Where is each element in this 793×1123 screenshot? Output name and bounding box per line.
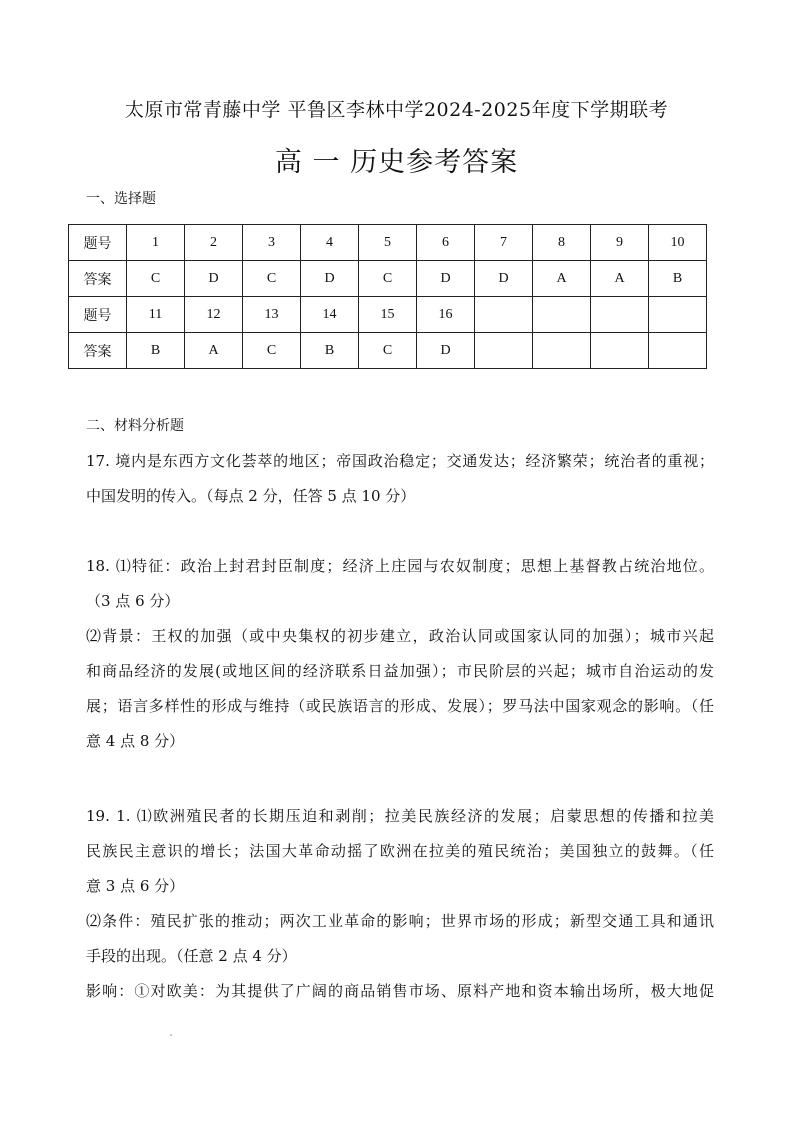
q19-line: 19. 1. ⑴欧洲殖民者的长期压迫和剥削；拉美民族经济的发展；启蒙思想的传播和拉美: [86, 807, 714, 825]
table-cell: 1: [127, 225, 185, 261]
table-cell: [475, 297, 533, 333]
q19-line: 民族民主意识的增长；法国大革命动摇了欧洲在拉美的殖民统治；美国独立的鼓舞。（任: [86, 842, 714, 860]
table-cell: D: [417, 261, 475, 297]
table-cell: 11: [127, 297, 185, 333]
q19-line: 手段的出现。（任意 2 点 4 分）: [86, 947, 297, 965]
table-cell: [591, 333, 649, 369]
table-cell: D: [417, 333, 475, 369]
q18-line: （3 点 6 分）: [86, 592, 180, 610]
table-cell: A: [591, 261, 649, 297]
table-cell: 3: [243, 225, 301, 261]
q18-line: ⑵背景：王权的加强（或中央集权的初步建立，政治认同或国家认同的加强）；城市兴起: [86, 627, 714, 645]
table-cell: 12: [185, 297, 243, 333]
table-row-header: 答案: [69, 261, 127, 297]
q17-line: 17. 境内是东西方文化荟萃的地区；帝国政治稳定；交通发达；经济繁荣；统治者的重视；: [86, 452, 714, 470]
table-cell: C: [359, 333, 417, 369]
table-cell: C: [243, 261, 301, 297]
table-row: [69, 261, 707, 297]
table-row: [69, 333, 707, 369]
table-cell: C: [243, 333, 301, 369]
q18-line: 和商品经济的发展(或地区间的经济联系日益加强）；市民阶层的兴起；城市自治运动的发: [86, 662, 714, 680]
question-19: [86, 799, 714, 1009]
q19-line: 意 3 点 6 分）: [86, 877, 185, 895]
table-cell: D: [185, 261, 243, 297]
table-cell: [475, 333, 533, 369]
section-heading-choice: 一、选择题: [86, 191, 156, 207]
table-cell: 4: [301, 225, 359, 261]
table-cell: [533, 333, 591, 369]
table-cell: A: [533, 261, 591, 297]
table-cell: 15: [359, 297, 417, 333]
table-cell: D: [475, 261, 533, 297]
school-title: 太原市常青藤中学 平鲁区李林中学2024-2025年度下学期联考: [124, 99, 669, 121]
table-cell: B: [127, 333, 185, 369]
table-row: [69, 297, 707, 333]
question-17: [86, 444, 714, 514]
q19-line: 影响：①对欧美：为其提供了广阔的商品销售市场、原料产地和资本输出场所，极大地促: [86, 982, 714, 1000]
table-cell: 9: [591, 225, 649, 261]
question-18: [86, 549, 714, 759]
q17-line: 中国发明的传入。（每点 2 分，任答 5 点 10 分）: [86, 487, 416, 505]
table-cell: D: [301, 261, 359, 297]
q18-line: 展；语言多样性的形成与维持（或民族语言的形成、发展）；罗马法中国家观念的影响。（任: [86, 697, 714, 715]
main-title: 高 一 历史参考答案: [274, 147, 519, 178]
table-cell: 8: [533, 225, 591, 261]
table-cell: [591, 297, 649, 333]
table-cell: A: [185, 333, 243, 369]
answer-table: [68, 224, 707, 369]
table-cell: 2: [185, 225, 243, 261]
table-cell: 16: [417, 297, 475, 333]
table-cell: C: [127, 261, 185, 297]
table-row-header: 题号: [69, 297, 127, 333]
scan-mark: [170, 1034, 172, 1036]
table-cell: [649, 333, 707, 369]
table-cell: [533, 297, 591, 333]
table-cell: 7: [475, 225, 533, 261]
table-cell: C: [359, 261, 417, 297]
table-cell: B: [649, 261, 707, 297]
table-cell: [649, 297, 707, 333]
table-row-header: 答案: [69, 333, 127, 369]
table-row-header: 题号: [69, 225, 127, 261]
table-cell: 5: [359, 225, 417, 261]
table-row: [69, 225, 707, 261]
q18-line: 意 4 点 8 分）: [86, 732, 185, 750]
table-cell: 6: [417, 225, 475, 261]
table-cell: 13: [243, 297, 301, 333]
table-cell: B: [301, 333, 359, 369]
table-cell: 10: [649, 225, 707, 261]
q19-line: ⑵条件：殖民扩张的推动；两次工业革命的影响；世界市场的形成；新型交通工具和通讯: [86, 912, 714, 930]
table-cell: 14: [301, 297, 359, 333]
q18-line: 18. ⑴特征：政治上封君封臣制度；经济上庄园与农奴制度；思想上基督教占统治地位。: [86, 557, 714, 575]
section-heading-analysis: 二、材料分析题: [86, 418, 184, 434]
